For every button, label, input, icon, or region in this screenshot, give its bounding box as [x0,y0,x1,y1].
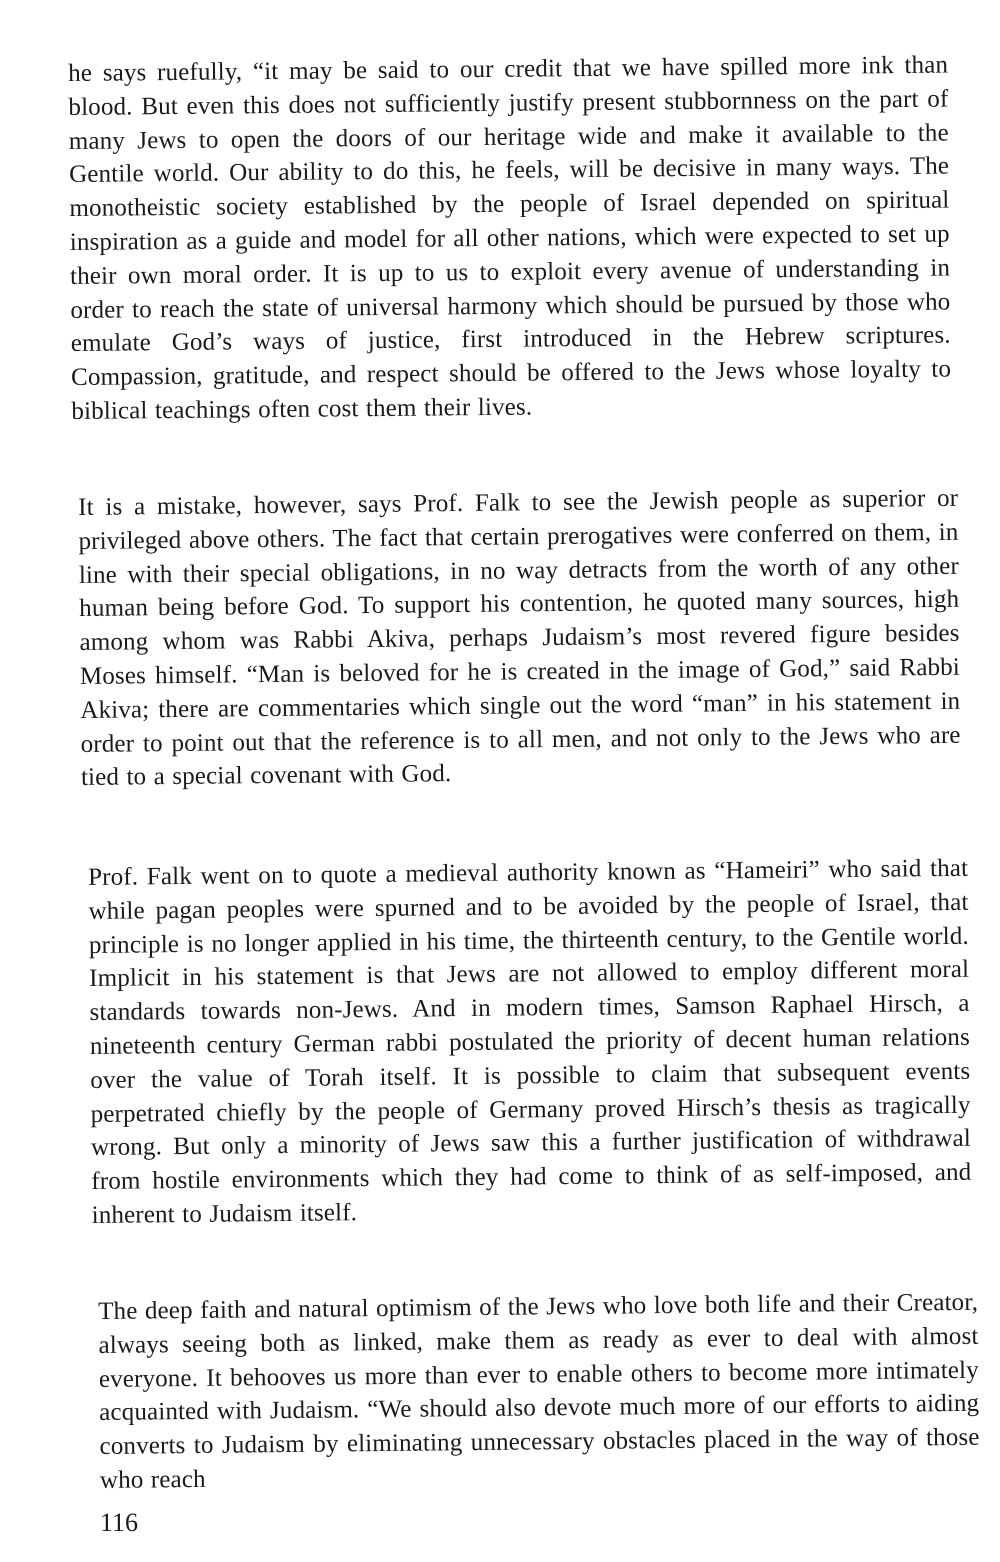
page-number: 116 [100,1508,139,1537]
paragraph-3: Prof. Falk went on to quote a medieval authority known as “Hameiri” who said that while pagan peoples were spurned and to be avoided by the people of Israel, that principle is no longer applied in his time, the thirteenth century, to the Gentile world. Implicit in his statement is that Jews are not allowed to employ different moral standards towards non-Jews. And in modern times, Samson Raphael Hirsch, a nineteenth century German rabbi postulated the priority of decent human relations over the value of Torah itself. It is possible to claim that subsequent events perpetrated chiefly by the people of Germany proved Hirsch’s thesis as tragically wrong. But only a minority of Jews saw this a further justification of withdrawal from hostile environments which they had come to think of as self-imposed, and inherent to Judaism itself. [88,854,972,1229]
paragraph-4: The deep faith and natural optimism of the Jews who love both life and their Creator, always seeing both as linked, make them as ready as ever to deal with almost everyone. It behooves us more than ever to enable others to become more intimately acquainted with Judaism. “We should also devote much more of our efforts to aiding converts to Judaism by eliminating unnecessary obstacles placed in the way of those who reach [98,1288,980,1494]
paragraph-1: he says ruefully, “it may be said to our credit that we have spilled more ink than blood. But even this does not sufficiently justify present stubbornness on the part of many Jews to open the doors of our heritage wide and make it available to the Gentile world. Our ability to do this, he feels, will be decisive in many ways. The monotheistic society established by the people of Israel depended on spiritual inspiration as a guide and model for all other nations, which were expected to set up their own moral order. It is up to us to exploit every avenue of understanding in order to reach the state of universal harmony which should be pursued by those who emulate God’s ways of justice, first introduced in the Hebrew scriptures. Compassion, gratitude, and respect should be offered to the Jews whose loyalty to biblical teachings often cost them their lives. [68,51,952,425]
paragraph-2: It is a mistake, however, says Prof. Falk to see the Jewish people as superior or privileged above others. The fact that certain prerogatives were conferred on them, in line with their special obligations, in no way detracts from the worth of any other human being before God. To support his contention, he quoted many sources, high among whom was Rabbi Akiva, perhaps Judaism’s most revered figure besides Moses himself. “Man is beloved for he is created in the image of God,” said Rabbi Akiva; there are commentaries which single out the word “man” in his statement in order to point out that the reference is to all men, and not only to the Jews who are tied to a special covenant with God. [78,484,961,792]
